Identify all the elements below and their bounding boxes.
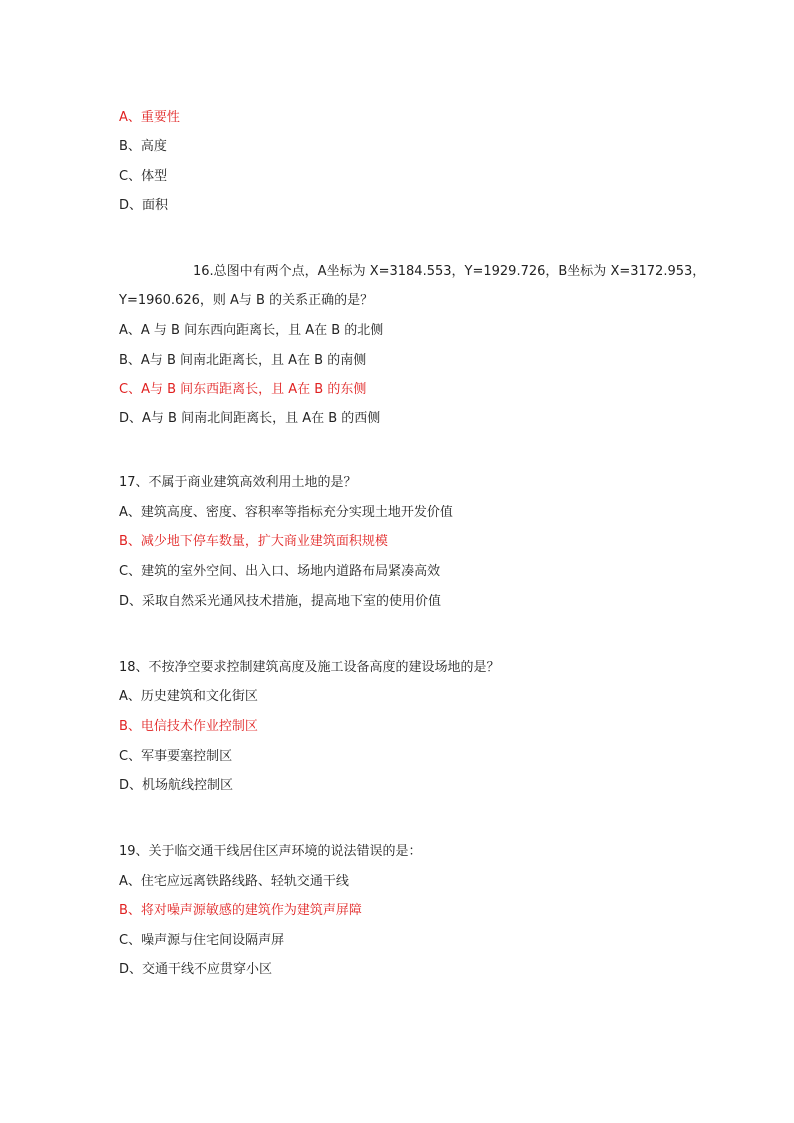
- q18-question: 18、不按净空要求控制建筑高度及施工设备高度的建设场地的是？: [119, 660, 500, 675]
- q19-option-c: C、噪声源与住宅间设隔声屏: [119, 933, 285, 948]
- q19-question: 19、关于临交通干线居住区声环境的说法错误的是：: [119, 844, 422, 859]
- q17-question: 17、不属于商业建筑高效利用土地的是？: [119, 475, 357, 490]
- q15-option-a: A、重要性: [119, 110, 180, 125]
- q15-option-c: C、体型: [119, 169, 168, 184]
- q16-option-d: D、A与 B 间南北间距离长，且 A在 B 的西侧: [119, 411, 381, 426]
- q17-option-c: C、建筑的室外空间、出入口、场地内道路布局紧凑高效: [119, 564, 441, 579]
- q15-option-b: B、高度: [119, 139, 167, 154]
- q16-question-line1: 16.总图中有两个点，A坐标为 X=3184.553，Y=1929.726，B坐标为 X=3172.953，: [193, 264, 706, 279]
- q19-option-a: A、住宅应远离铁路线路、轻轨交通干线: [119, 874, 349, 889]
- q15-option-d: D、面积: [119, 198, 169, 213]
- q18-option-d: D、机场航线控制区: [119, 778, 234, 793]
- q16-question-line2: Y=1960.626，则 A与 B 的关系正确的是？: [119, 293, 374, 308]
- q19-option-d: D、交通干线不应贯穿小区: [119, 962, 273, 977]
- q17-option-d: D、采取自然采光通风技术措施，提高地下室的使用价值: [119, 594, 442, 609]
- q16-option-b: B、A与 B 间南北距离长，且 A在 B 的南侧: [119, 353, 367, 368]
- q17-option-a: A、建筑高度、密度、容积率等指标充分实现土地开发价值: [119, 505, 453, 520]
- q16-option-a: A、A 与 B 间东西向距离长，且 A在 B 的北侧: [119, 323, 384, 338]
- q16-option-c: C、A与 B 间东西距离长，且 A在 B 的东侧: [119, 382, 367, 397]
- q18-option-c: C、军事要塞控制区: [119, 749, 233, 764]
- q17-option-b: B、减少地下停车数量，扩大商业建筑面积规模: [119, 534, 388, 549]
- q18-option-b: B、电信技术作业控制区: [119, 719, 258, 734]
- q19-option-b: B、将对噪声源敏感的建筑作为建筑声屏障: [119, 903, 362, 918]
- q18-option-a: A、历史建筑和文化街区: [119, 689, 258, 704]
